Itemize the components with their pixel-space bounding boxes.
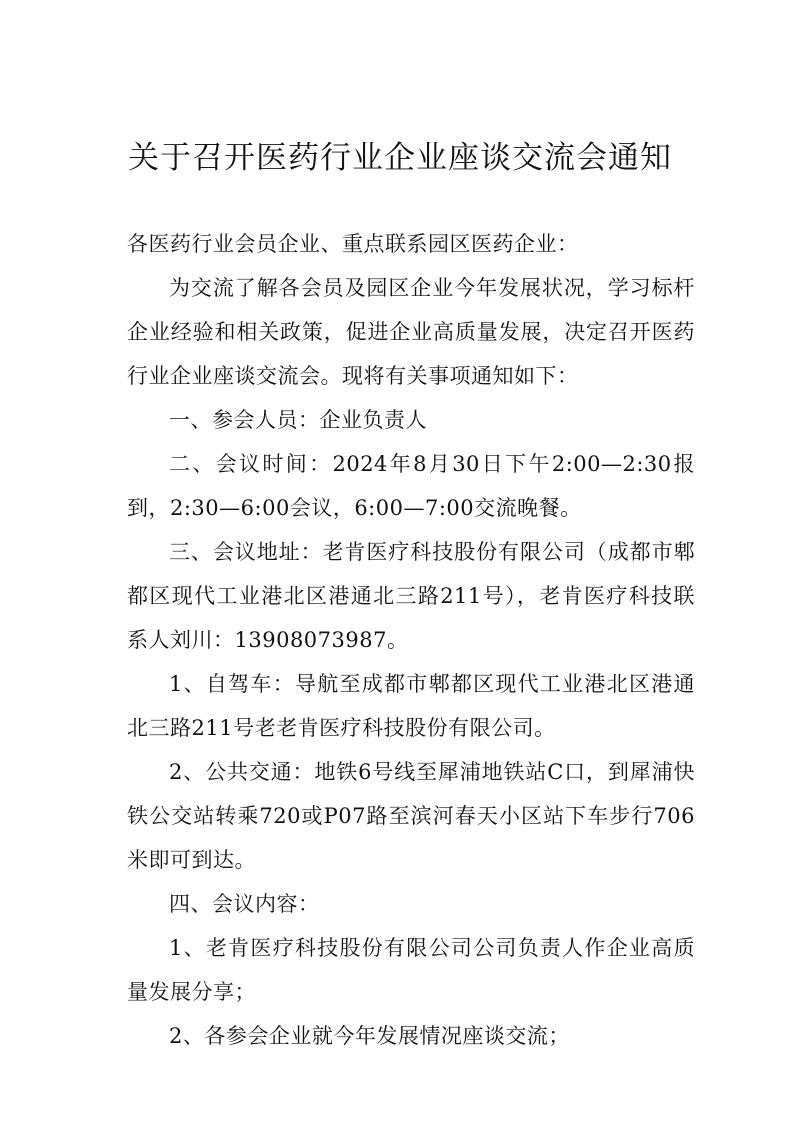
paragraph-public-transport: 2、公共交通：地铁6号线至犀浦地铁站C口，到犀浦快铁公交站转乘720或P07路至滨河春天小区站下车步行706米即可到达。 <box>127 760 695 872</box>
paragraph-driving: 1、自驾车：导航至成都市郫都区现代工业港北区港通北三路211号老老肯医疗科技股份有限公司。 <box>127 672 695 740</box>
paragraph-content-item-2: 2、各参会企业就今年发展情况座谈交流； <box>169 1024 570 1048</box>
paragraph-attendees: 一、参会人员：企业负责人 <box>169 408 427 432</box>
paragraph-purpose: 为交流了解各会员及园区企业今年发展状况，学习标杆企业经验和相关政策，促进企业高质量发展，决定召开医药行业企业座谈交流会。现将有关事项通知如下： <box>127 276 695 388</box>
salutation: 各医药行业会员企业、重点联系园区医药企业： <box>127 232 579 256</box>
paragraph-time: 二、会议时间：2024年8月30日下午2:00—2:30报到，2:30—6:00会议，6:00—7:00交流晚餐。 <box>127 452 695 520</box>
notice-body <box>127 222 695 1058</box>
paragraph-content-item-1: 1、老肯医疗科技股份有限公司公司负责人作企业高质量发展分享； <box>127 936 695 1004</box>
paragraph-address: 三、会议地址：老肯医疗科技股份有限公司（成都市郫都区现代工业港北区港通北三路211号），老肯医疗科技联系人刘川：13908073987。 <box>127 540 695 652</box>
paragraph-content-heading: 四、会议内容： <box>169 892 320 916</box>
notice-title: 关于召开医药行业企业座谈交流会通知 <box>128 140 672 176</box>
